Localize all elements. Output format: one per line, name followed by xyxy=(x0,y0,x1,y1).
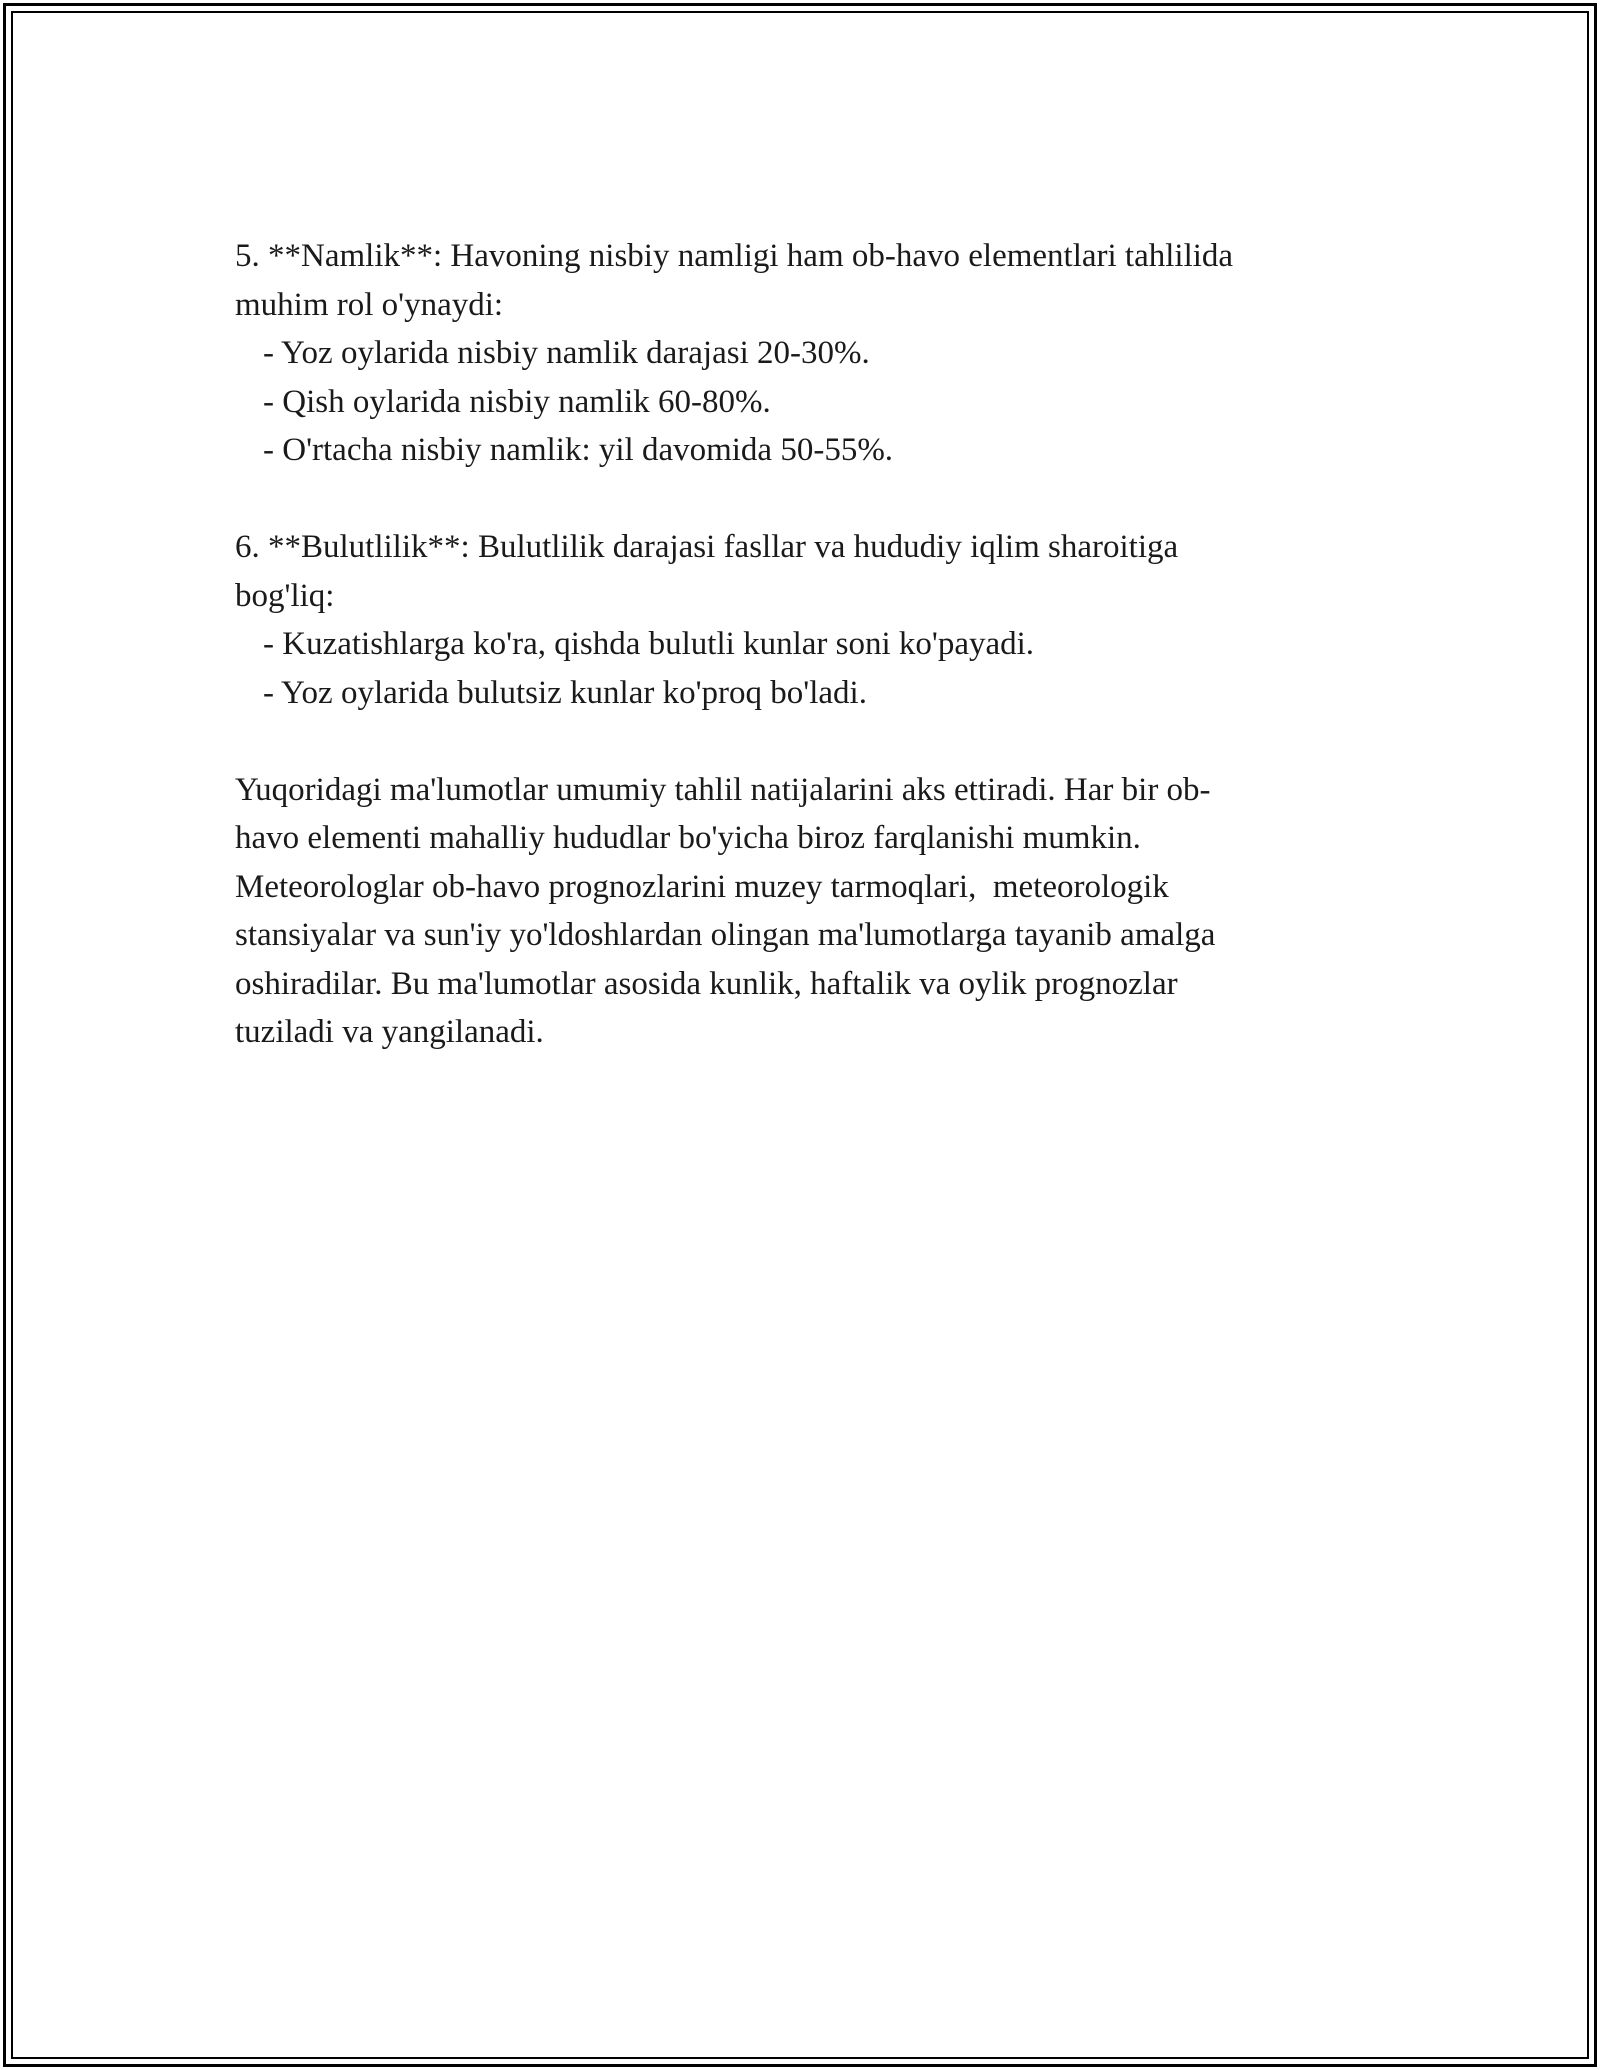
section-heading-line: 5. **Namlik**: Havoning nisbiy namligi ham ob-havo elementlari tahlilida xyxy=(235,238,1234,274)
document-body xyxy=(235,232,1365,1057)
paragraph-spacer xyxy=(235,475,1365,524)
summary-line: Meteorologlar ob-havo prognozlarini muzey tarmoqlari, meteorologik xyxy=(235,868,1169,905)
bullet-item: - Kuzatishlarga ko'ra, qishda bulutli kunlar soni ko'payadi. xyxy=(263,626,1035,662)
section-heading-line: muhim rol o'ynaydi: xyxy=(235,286,504,323)
summary-line: Yuqoridagi ma'lumotlar umumiy tahlil natijalarini aks ettiradi. Har bir ob- xyxy=(235,771,1211,808)
bullet-item: - Qish oylarida nisbiy namlik 60-80%. xyxy=(263,383,771,420)
bullet-item: - O'rtacha nisbiy namlik: yil davomida 50-55%. xyxy=(263,432,894,468)
section-heading-line: bog'liq: xyxy=(235,577,335,614)
section-humidity xyxy=(235,232,1365,475)
summary-line: havo elementi mahalliy hududlar bo'yicha biroz farqlanishi mumkin. xyxy=(235,820,1141,856)
bullet-item: - Yoz oylarida bulutsiz kunlar ko'proq bo'ladi. xyxy=(263,674,867,711)
summary-paragraph xyxy=(235,766,1365,1057)
section-heading-line: 6. **Bulutlilik**: Bulutlilik darajasi fasllar va hududiy iqlim sharoitiga xyxy=(235,529,1179,565)
paragraph-spacer xyxy=(235,717,1365,766)
summary-line: tuziladi va yangilanadi. xyxy=(235,1014,544,1050)
bullet-item: - Yoz oylarida nisbiy namlik darajasi 20-30%. xyxy=(263,335,870,371)
summary-line: stansiyalar va sun'iy yo'ldoshlardan olingan ma'lumotlarga tayanib amalga xyxy=(235,917,1216,953)
section-cloudiness xyxy=(235,523,1365,717)
summary-line: oshiradilar. Bu ma'lumotlar asosida kunlik, haftalik va oylik prognozlar xyxy=(235,965,1178,1002)
